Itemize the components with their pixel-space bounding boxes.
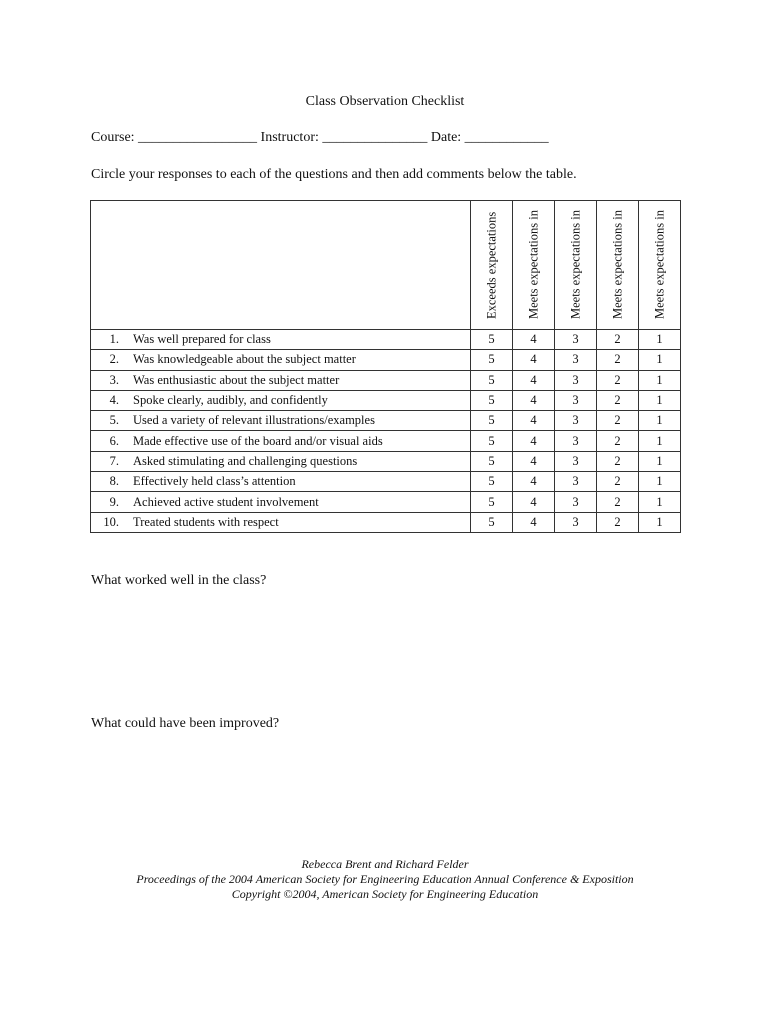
table-row — [91, 390, 681, 410]
table-row — [91, 411, 681, 431]
score-1[interactable]: 1 — [639, 370, 681, 390]
course-instructor-date-line: Course: _________________ Instructor: _______________ Date: ____________ — [91, 130, 549, 145]
footer-copyright: Copyright ©2004, American Society for Engineering Education — [231, 887, 539, 901]
rating-header-4 — [513, 201, 555, 330]
score-2[interactable]: 2 — [597, 330, 639, 350]
rating-header-label: Meets expectations in — [526, 210, 540, 320]
score-2[interactable]: 2 — [597, 390, 639, 410]
rating-header-5 — [471, 201, 513, 330]
footer-citation — [0, 857, 770, 902]
item-text: Treated students with respect — [133, 514, 279, 529]
score-4[interactable]: 4 — [513, 472, 555, 492]
score-5[interactable]: 5 — [471, 330, 513, 350]
score-3[interactable]: 3 — [555, 472, 597, 492]
page-title: Class Observation Checklist — [305, 94, 465, 109]
score-2[interactable]: 2 — [597, 370, 639, 390]
score-2[interactable]: 2 — [597, 472, 639, 492]
rating-header-label: Exceeds expectations — [484, 211, 498, 319]
score-4[interactable]: 4 — [513, 431, 555, 451]
rating-header-label: Meets expectations in — [652, 210, 666, 320]
rating-header-2 — [597, 201, 639, 330]
score-4[interactable]: 4 — [513, 512, 555, 532]
score-5[interactable]: 5 — [471, 451, 513, 471]
item-cell — [91, 451, 471, 471]
question-improved: What could have been improved? — [91, 716, 280, 731]
table-row — [91, 451, 681, 471]
score-5[interactable]: 5 — [471, 390, 513, 410]
item-cell — [91, 370, 471, 390]
score-5[interactable]: 5 — [471, 431, 513, 451]
question-worked-well: What worked well in the class? — [91, 573, 267, 588]
score-1[interactable]: 1 — [639, 350, 681, 370]
score-3[interactable]: 3 — [555, 350, 597, 370]
item-cell — [91, 492, 471, 512]
score-4[interactable]: 4 — [513, 370, 555, 390]
table-row — [91, 330, 681, 350]
score-3[interactable]: 3 — [555, 390, 597, 410]
score-2[interactable]: 2 — [597, 512, 639, 532]
score-1[interactable]: 1 — [639, 492, 681, 512]
item-text: Used a variety of relevant illustrations/examples — [133, 413, 375, 428]
item-number: 2. — [109, 352, 119, 367]
item-text: Was knowledgeable about the subject matter — [133, 352, 356, 367]
table-row — [91, 512, 681, 532]
score-1[interactable]: 1 — [639, 390, 681, 410]
table-row — [91, 370, 681, 390]
rating-header-label: Meets expectations in — [568, 210, 582, 320]
score-3[interactable]: 3 — [555, 370, 597, 390]
score-4[interactable]: 4 — [513, 390, 555, 410]
score-5[interactable]: 5 — [471, 350, 513, 370]
item-number: 7. — [109, 453, 119, 468]
item-text: Achieved active student involvement — [133, 494, 319, 509]
rating-header-label: Meets expectations in — [610, 210, 624, 320]
score-2[interactable]: 2 — [597, 492, 639, 512]
table-row — [91, 431, 681, 451]
item-text: Made effective use of the board and/or visual aids — [133, 433, 383, 448]
score-1[interactable]: 1 — [639, 512, 681, 532]
item-text: Effectively held class’s attention — [133, 474, 296, 489]
item-cell — [91, 472, 471, 492]
score-1[interactable]: 1 — [639, 330, 681, 350]
score-2[interactable]: 2 — [597, 350, 639, 370]
item-cell — [91, 411, 471, 431]
score-2[interactable]: 2 — [597, 451, 639, 471]
item-text: Spoke clearly, audibly, and confidently — [133, 393, 328, 408]
table-header-row — [91, 201, 681, 330]
item-number: 3. — [109, 372, 119, 387]
score-1[interactable]: 1 — [639, 411, 681, 431]
rating-header-3 — [555, 201, 597, 330]
item-number: 9. — [109, 494, 119, 509]
table-row — [91, 472, 681, 492]
score-3[interactable]: 3 — [555, 492, 597, 512]
score-3[interactable]: 3 — [555, 512, 597, 532]
score-3[interactable]: 3 — [555, 411, 597, 431]
item-text: Asked stimulating and challenging questions — [133, 453, 358, 468]
table-row — [91, 492, 681, 512]
item-cell — [91, 431, 471, 451]
score-5[interactable]: 5 — [471, 512, 513, 532]
item-number: 1. — [109, 332, 119, 347]
footer-proceedings: Proceedings of the 2004 American Society for Engineering Education Annual Conference & Exposition — [136, 872, 634, 886]
score-1[interactable]: 1 — [639, 472, 681, 492]
observation-checklist-table — [90, 200, 681, 533]
item-cell — [91, 330, 471, 350]
score-3[interactable]: 3 — [555, 330, 597, 350]
score-4[interactable]: 4 — [513, 492, 555, 512]
score-2[interactable]: 2 — [597, 431, 639, 451]
score-5[interactable]: 5 — [471, 492, 513, 512]
item-number: 8. — [109, 474, 119, 489]
instructions-text: Circle your responses to each of the questions and then add comments below the table. — [91, 167, 577, 182]
score-3[interactable]: 3 — [555, 431, 597, 451]
item-cell — [91, 350, 471, 370]
score-2[interactable]: 2 — [597, 411, 639, 431]
item-number: 6. — [109, 433, 119, 448]
score-4[interactable]: 4 — [513, 330, 555, 350]
item-number: 4. — [109, 393, 119, 408]
score-4[interactable]: 4 — [513, 411, 555, 431]
score-5[interactable]: 5 — [471, 472, 513, 492]
item-text: Was well prepared for class — [133, 332, 271, 347]
score-5[interactable]: 5 — [471, 370, 513, 390]
table-row — [91, 350, 681, 370]
item-cell — [91, 512, 471, 532]
item-text: Was enthusiastic about the subject matter — [133, 372, 340, 387]
score-1[interactable]: 1 — [639, 431, 681, 451]
item-number: 5. — [109, 413, 119, 428]
score-5[interactable]: 5 — [471, 411, 513, 431]
score-3[interactable]: 3 — [555, 451, 597, 471]
item-cell — [91, 390, 471, 410]
footer-authors: Rebecca Brent and Richard Felder — [301, 857, 469, 871]
item-column-header — [91, 201, 471, 330]
score-4[interactable]: 4 — [513, 451, 555, 471]
rating-header-1 — [639, 201, 681, 330]
item-number: 10. — [103, 514, 119, 529]
score-4[interactable]: 4 — [513, 350, 555, 370]
score-1[interactable]: 1 — [639, 451, 681, 471]
